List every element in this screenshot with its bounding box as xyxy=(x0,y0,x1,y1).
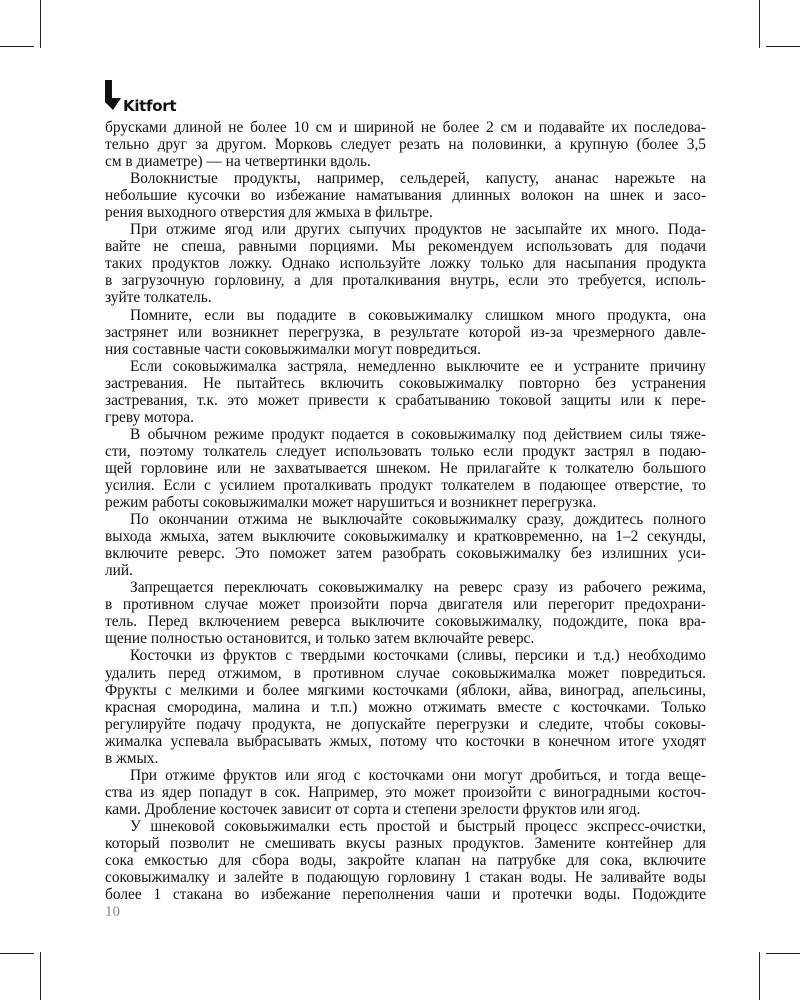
kitfort-logo xyxy=(105,80,177,115)
text-line: тель. Перед включением реверса выключите соковыжималку, подождите, пока вра- xyxy=(105,613,706,631)
text-line: сти, поэтому толкатель следует использовать только если продукт застрял в подаю- xyxy=(105,442,706,460)
text-line: режим работы соковыжималки может нарушиться и возникнет перегрузка. xyxy=(105,494,597,512)
text-line: ния составные части соковыжималки могут повредиться. xyxy=(105,340,481,358)
text-line: выхода жмыха, затем выключите соковыжималку и кратковременно, на 1–2 секунды, xyxy=(105,528,706,546)
page-number: 10 xyxy=(105,904,120,920)
text-line: соковыжималку и залейте в подающую горловину 1 стакан воды. Не заливайте воды xyxy=(105,869,706,887)
paragraph xyxy=(105,647,706,766)
text-line: усилия. Если с усилием проталкивать продукт толкателем в подающее отверстие, то xyxy=(105,476,706,494)
text-line: ства из ядер попадут в сок. Например, это может произойти с виноградными косточ- xyxy=(105,783,706,801)
text-line: рения выходного отверстия для жмыха в фильтре. xyxy=(105,204,433,222)
text-line: вайте не спеша, равными порциями. Мы рекомендуем использовать для подачи xyxy=(105,238,706,256)
text-line: В обычном режиме продукт подается в соковыжималку под действием силы тяже- xyxy=(130,425,706,443)
text-line: У шнековой соковыжималки есть простой и быстрый процесс экспресс-очистки, xyxy=(130,817,706,835)
crop-mark xyxy=(0,953,34,954)
text-line: При отжиме ягод или других сыпучих продуктов не засыпайте их много. Пода- xyxy=(130,221,706,239)
crop-mark xyxy=(766,953,800,954)
text-line: Волокнистые продукты, например, сельдерей, капусту, ананас нарежьте на xyxy=(130,170,706,188)
text-line: застрянет или возникнет перегрузка, в результате которой из-за чрезмерного давле- xyxy=(105,323,706,341)
paragraph xyxy=(105,358,706,426)
text-line: в жмых. xyxy=(105,749,159,767)
crop-mark xyxy=(0,46,34,47)
text-line: см в диаметре) — на четвертинки вдоль. xyxy=(105,153,371,171)
text-line: застревания, т.к. это может привести к срабатыванию токовой защиты или к пере- xyxy=(105,391,706,409)
text-line: зуйте толкатель. xyxy=(105,289,212,307)
logo-mark-icon xyxy=(105,80,121,112)
text-line: Фрукты с мелкими и более мягкими косточками (яблоки, айва, виноград, апельсины, xyxy=(105,681,706,699)
text-line: регулируйте подачу продукта, не допускайте перегрузки и следите, чтобы соковы- xyxy=(105,715,706,733)
crop-mark xyxy=(759,0,760,48)
text-line: Помните, если вы подадите в соковыжималку слишком много продукта, она xyxy=(130,306,706,324)
text-line: брусками длиной не более 10 см и шириной не более 2 см и подавайте их последова- xyxy=(105,119,706,136)
crop-mark xyxy=(759,952,760,1000)
text-line: тельно друг за другом. Морковь следует резать на половинки, а крупную (более 3,5 xyxy=(105,136,706,154)
text-line: щение полностью остановится, и только затем включайте реверс. xyxy=(105,630,535,648)
text-line: лий. xyxy=(105,562,134,580)
paragraph xyxy=(105,221,706,306)
text-line: красная смородина, малина и т.п.) можно отжимать вместе с косточками. Только xyxy=(105,698,706,716)
text-line: небольшие кусочки во избежание наматывания длинных волокон на шнек и засо- xyxy=(105,187,706,205)
text-line: включите реверс. Это поможет затем разобрать соковыжималку без излишних уси- xyxy=(105,545,706,563)
paragraph xyxy=(105,119,706,170)
text-line: Косточки из фруктов с твердыми косточками (сливы, персики и т.д.) необходимо xyxy=(130,647,706,665)
text-line: ками. Дробление косточек зависит от сорта и степени зрелости фруктов или ягод. xyxy=(105,800,641,818)
paragraph xyxy=(105,426,706,511)
text-line: более 1 стакана во избежание переполнения чаши и протечки воды. Подождите xyxy=(105,886,706,904)
text-line: По окончании отжима не выключайте соковыжималку сразу, дождитесь полного xyxy=(130,511,706,529)
paragraph xyxy=(105,511,706,579)
crop-mark xyxy=(40,0,41,48)
text-line: в загрузочную горловину, а для проталкивания внутрь, если это требуется, исполь- xyxy=(105,272,706,290)
text-line: При отжиме фруктов или ягод с косточками они могут дробиться, и тогда веще- xyxy=(130,766,706,784)
text-line: жималка успевала выбрасывать жмых, потому что косточки в конечном итоге уходят xyxy=(105,732,706,750)
crop-mark xyxy=(766,46,800,47)
text-line: в противном случае может произойти порча двигателя или перегорит предохрани- xyxy=(105,596,706,614)
document-body xyxy=(105,119,706,903)
text-line: щей горловине или не захватывается шнеком. Не прилагайте к толкателю большого xyxy=(105,459,706,477)
text-line: который позволит не смешивать вкусы разных продуктов. Замените контейнер для xyxy=(105,834,706,852)
logo-text: Kitfort xyxy=(123,97,177,115)
paragraph xyxy=(105,579,706,647)
text-line: Запрещается переключать соковыжималку на реверс сразу из рабочего режима, xyxy=(130,579,706,597)
text-line: таких продуктов ложку. Однако используйте ложку только для насыпания продукта xyxy=(105,255,706,273)
text-line: застревания. Не пытайтесь включить соковыжималку повторно без устранения xyxy=(105,374,706,392)
text-line: Если соковыжималка застряла, немедленно выключите ее и устраните причину xyxy=(130,357,706,375)
paragraph xyxy=(105,170,706,221)
paragraph xyxy=(105,818,706,903)
text-line: греву мотора. xyxy=(105,408,194,426)
paragraph xyxy=(105,307,706,358)
crop-mark xyxy=(40,952,41,1000)
paragraph xyxy=(105,767,706,818)
text-line: удалить перед отжимом, в противном случае соковыжималка может повредиться. xyxy=(105,664,706,682)
text-line: сока емкостью для сбора воды, закройте клапан на патрубке для сока, включите xyxy=(105,852,706,870)
